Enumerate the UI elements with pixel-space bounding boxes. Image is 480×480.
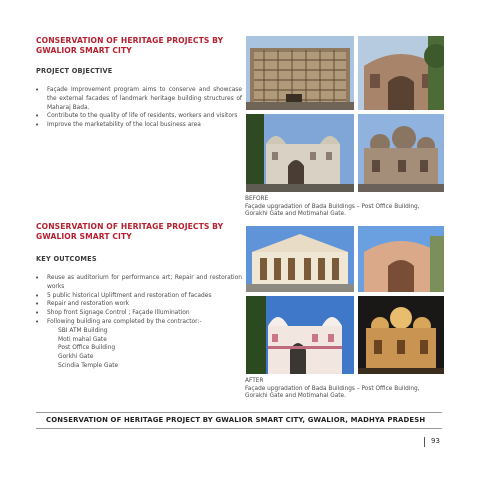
section2-title-line2: GWALIOR SMART CITY: [36, 232, 132, 241]
objective-list: [34, 86, 242, 130]
section1-title: [36, 36, 223, 56]
outcome-item: • Reuse as auditorium for performance art; Repair and restoration works: [34, 274, 242, 292]
before-photo-scaffolding: [246, 36, 354, 110]
outcome-item: • Shop front Signage Control ; Façade Illumination: [34, 309, 242, 318]
outcome-item: • 5 public historical Upliftment and restoration of facades: [34, 292, 242, 301]
after-photo-palace: [246, 296, 354, 374]
before-photo-domes: [358, 114, 444, 192]
before-caption-line1: Façade upgradation of Bada Buildings – Post Office Building,: [245, 203, 420, 210]
objective-item: • Façade Improvement program aims to conserve and showcase the external facades of landmark heritage building structures of Maharaj Bada.: [34, 86, 242, 112]
section2-title: [36, 222, 223, 242]
project-objective-heading: PROJECT OBJECTIVE: [36, 67, 113, 75]
building-item: SBI ATM Building: [58, 327, 108, 334]
after-photo-gate: [358, 226, 444, 292]
after-photo-illuminated: [358, 296, 444, 374]
section2-title-line1: CONSERVATION OF HERITAGE PROJECTS BY: [36, 222, 224, 231]
page-number-divider: [424, 437, 425, 447]
outcome-item: • Following building are completed by the contractor:-: [34, 318, 242, 327]
footer-rule-top: [36, 412, 442, 413]
building-item: Gorkhi Gate: [58, 354, 94, 361]
before-caption-line2: Gorakhi Gate and Motimahal Gate.: [245, 211, 346, 218]
section1-title-line2: GWALIOR SMART CITY: [36, 46, 132, 55]
outcome-item: • Repair and restoration work: [34, 300, 242, 309]
objective-item: • Contribute to the quality of life of residents, workers and visitors: [34, 112, 242, 121]
after-caption: [245, 378, 420, 401]
footer-rule-bottom: [36, 428, 442, 429]
before-photo-gate: [358, 36, 444, 110]
after-photo-post-office: [246, 226, 354, 292]
building-item: Scindia Temple Gate: [58, 362, 119, 369]
building-item: Moti mahal Gate: [58, 336, 107, 343]
outcomes-list: [34, 274, 242, 371]
objective-item: • Improve the marketability of the local business area: [34, 121, 242, 130]
after-caption-line2: Gorakhi Gate and Motimahal Gate.: [245, 393, 346, 400]
after-caption-line1: Façade upgradation of Bada Buildings – Post Office Building,: [245, 385, 420, 392]
before-caption: [245, 196, 420, 219]
before-photo-palace: [246, 114, 354, 192]
key-outcomes-heading: KEY OUTCOMES: [36, 255, 97, 263]
after-label: AFTER: [245, 378, 264, 384]
section1-title-line1: CONSERVATION OF HERITAGE PROJECTS BY: [36, 36, 224, 45]
page-number: 93: [431, 437, 440, 445]
before-label: BEFORE: [245, 196, 269, 202]
building-item: Post Office Building: [58, 345, 116, 352]
footer-title: CONSERVATION OF HERITAGE PROJECT BY GWALIOR SMART CITY, GWALIOR, MADHYA PRADESH: [46, 416, 426, 424]
